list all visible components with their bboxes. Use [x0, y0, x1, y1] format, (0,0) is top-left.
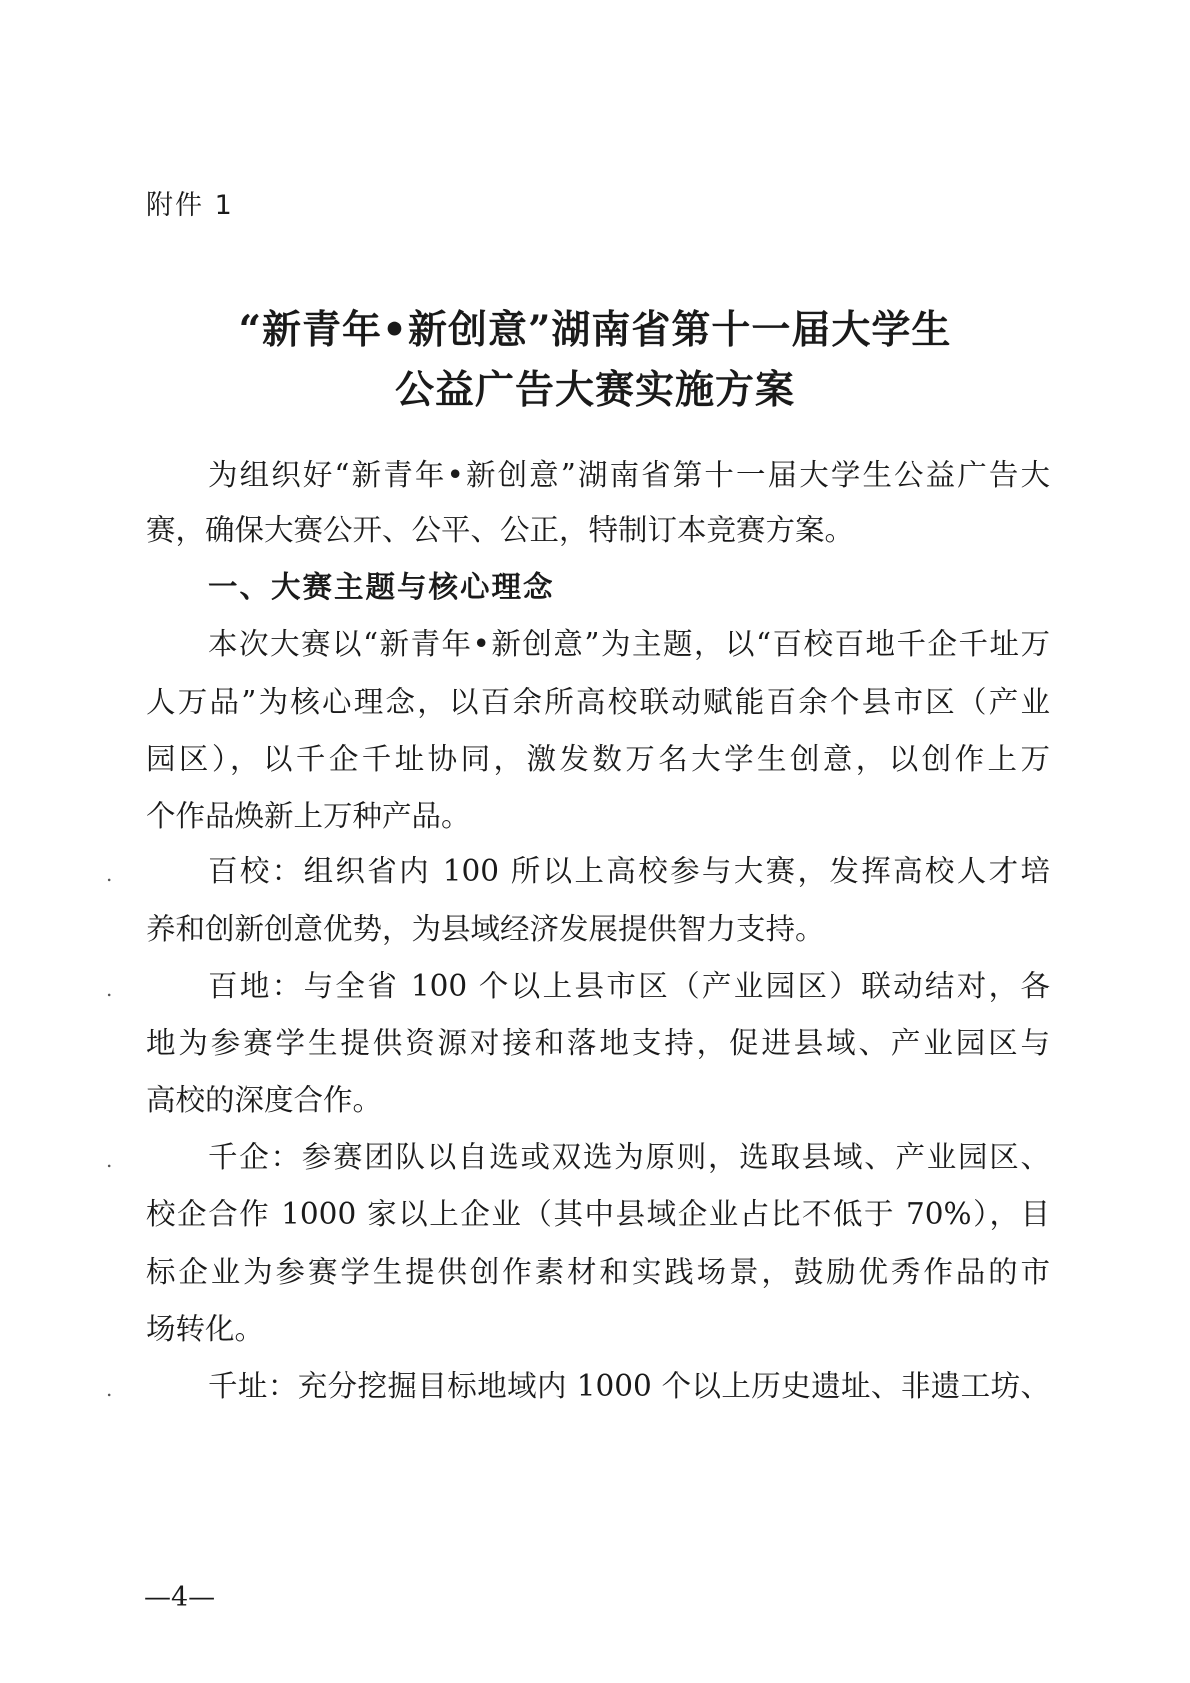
document-title-line-1: “新青年•新创意”湖南省第十一届大学生: [238, 307, 952, 353]
attachment-label: 附件 1: [146, 190, 234, 221]
baidi-line-2: 地为参赛学生提供资源对接和落地支持，促进县域、产业园区与: [146, 1026, 1050, 1060]
section-1-p1-line-3: 园区），以千企千址协同，激发数万名大学生创意，以创作上万: [146, 742, 1050, 776]
baidi-line-3: 高校的深度合作。: [146, 1083, 383, 1117]
section-1-p1-line-4: 个作品焕新上万种产品。: [146, 799, 471, 833]
baixiao-line-1: 百校：组织省内 100 所以上高校参与大赛，发挥高校人才培: [208, 854, 1050, 888]
qianqi-line-1: 千企：参赛团队以自选或双选为原则，选取县域、产业园区、: [208, 1140, 1050, 1174]
section-1-p1-line-2: 人万品”为核心理念，以百余所高校联动赋能百余个县市区（产业: [146, 685, 1050, 719]
intro-line-2: 赛，确保大赛公开、公平、公正，特制订本竞赛方案。: [146, 513, 855, 547]
section-1-p1-line-1: 本次大赛以“新青年•新创意”为主题，以“百校百地千企千址万: [208, 627, 1050, 661]
margin-marker: .: [106, 1377, 113, 1401]
qianqi-line-4: 场转化。: [146, 1312, 265, 1346]
intro-line-1: 为组织好“新青年•新创意”湖南省第十一届大学生公益广告大: [208, 458, 1050, 492]
section-1-heading: 一、大赛主题与核心理念: [208, 570, 555, 604]
baixiao-line-2: 养和创新创意优势，为县域经济发展提供智力支持。: [146, 912, 825, 946]
margin-marker: .: [106, 1148, 113, 1172]
margin-marker: .: [106, 862, 113, 886]
baidi-line-1: 百地：与全省 100 个以上县市区（产业园区）联动结对，各: [208, 969, 1050, 1003]
qianzhi-line-1: 千址：充分挖掘目标地域内 1000 个以上历史遗址、非遗工坊、: [208, 1369, 1050, 1403]
page-number: —4—: [144, 1582, 216, 1613]
qianqi-line-2: 校企合作 1000 家以上企业（其中县域企业占比不低于 70%），目: [146, 1197, 1050, 1231]
margin-marker: .: [106, 977, 113, 1001]
qianqi-line-3: 标企业为参赛学生提供创作素材和实践场景，鼓励优秀作品的市: [146, 1255, 1050, 1289]
document-title-line-2: 公益广告大赛实施方案: [394, 367, 795, 413]
